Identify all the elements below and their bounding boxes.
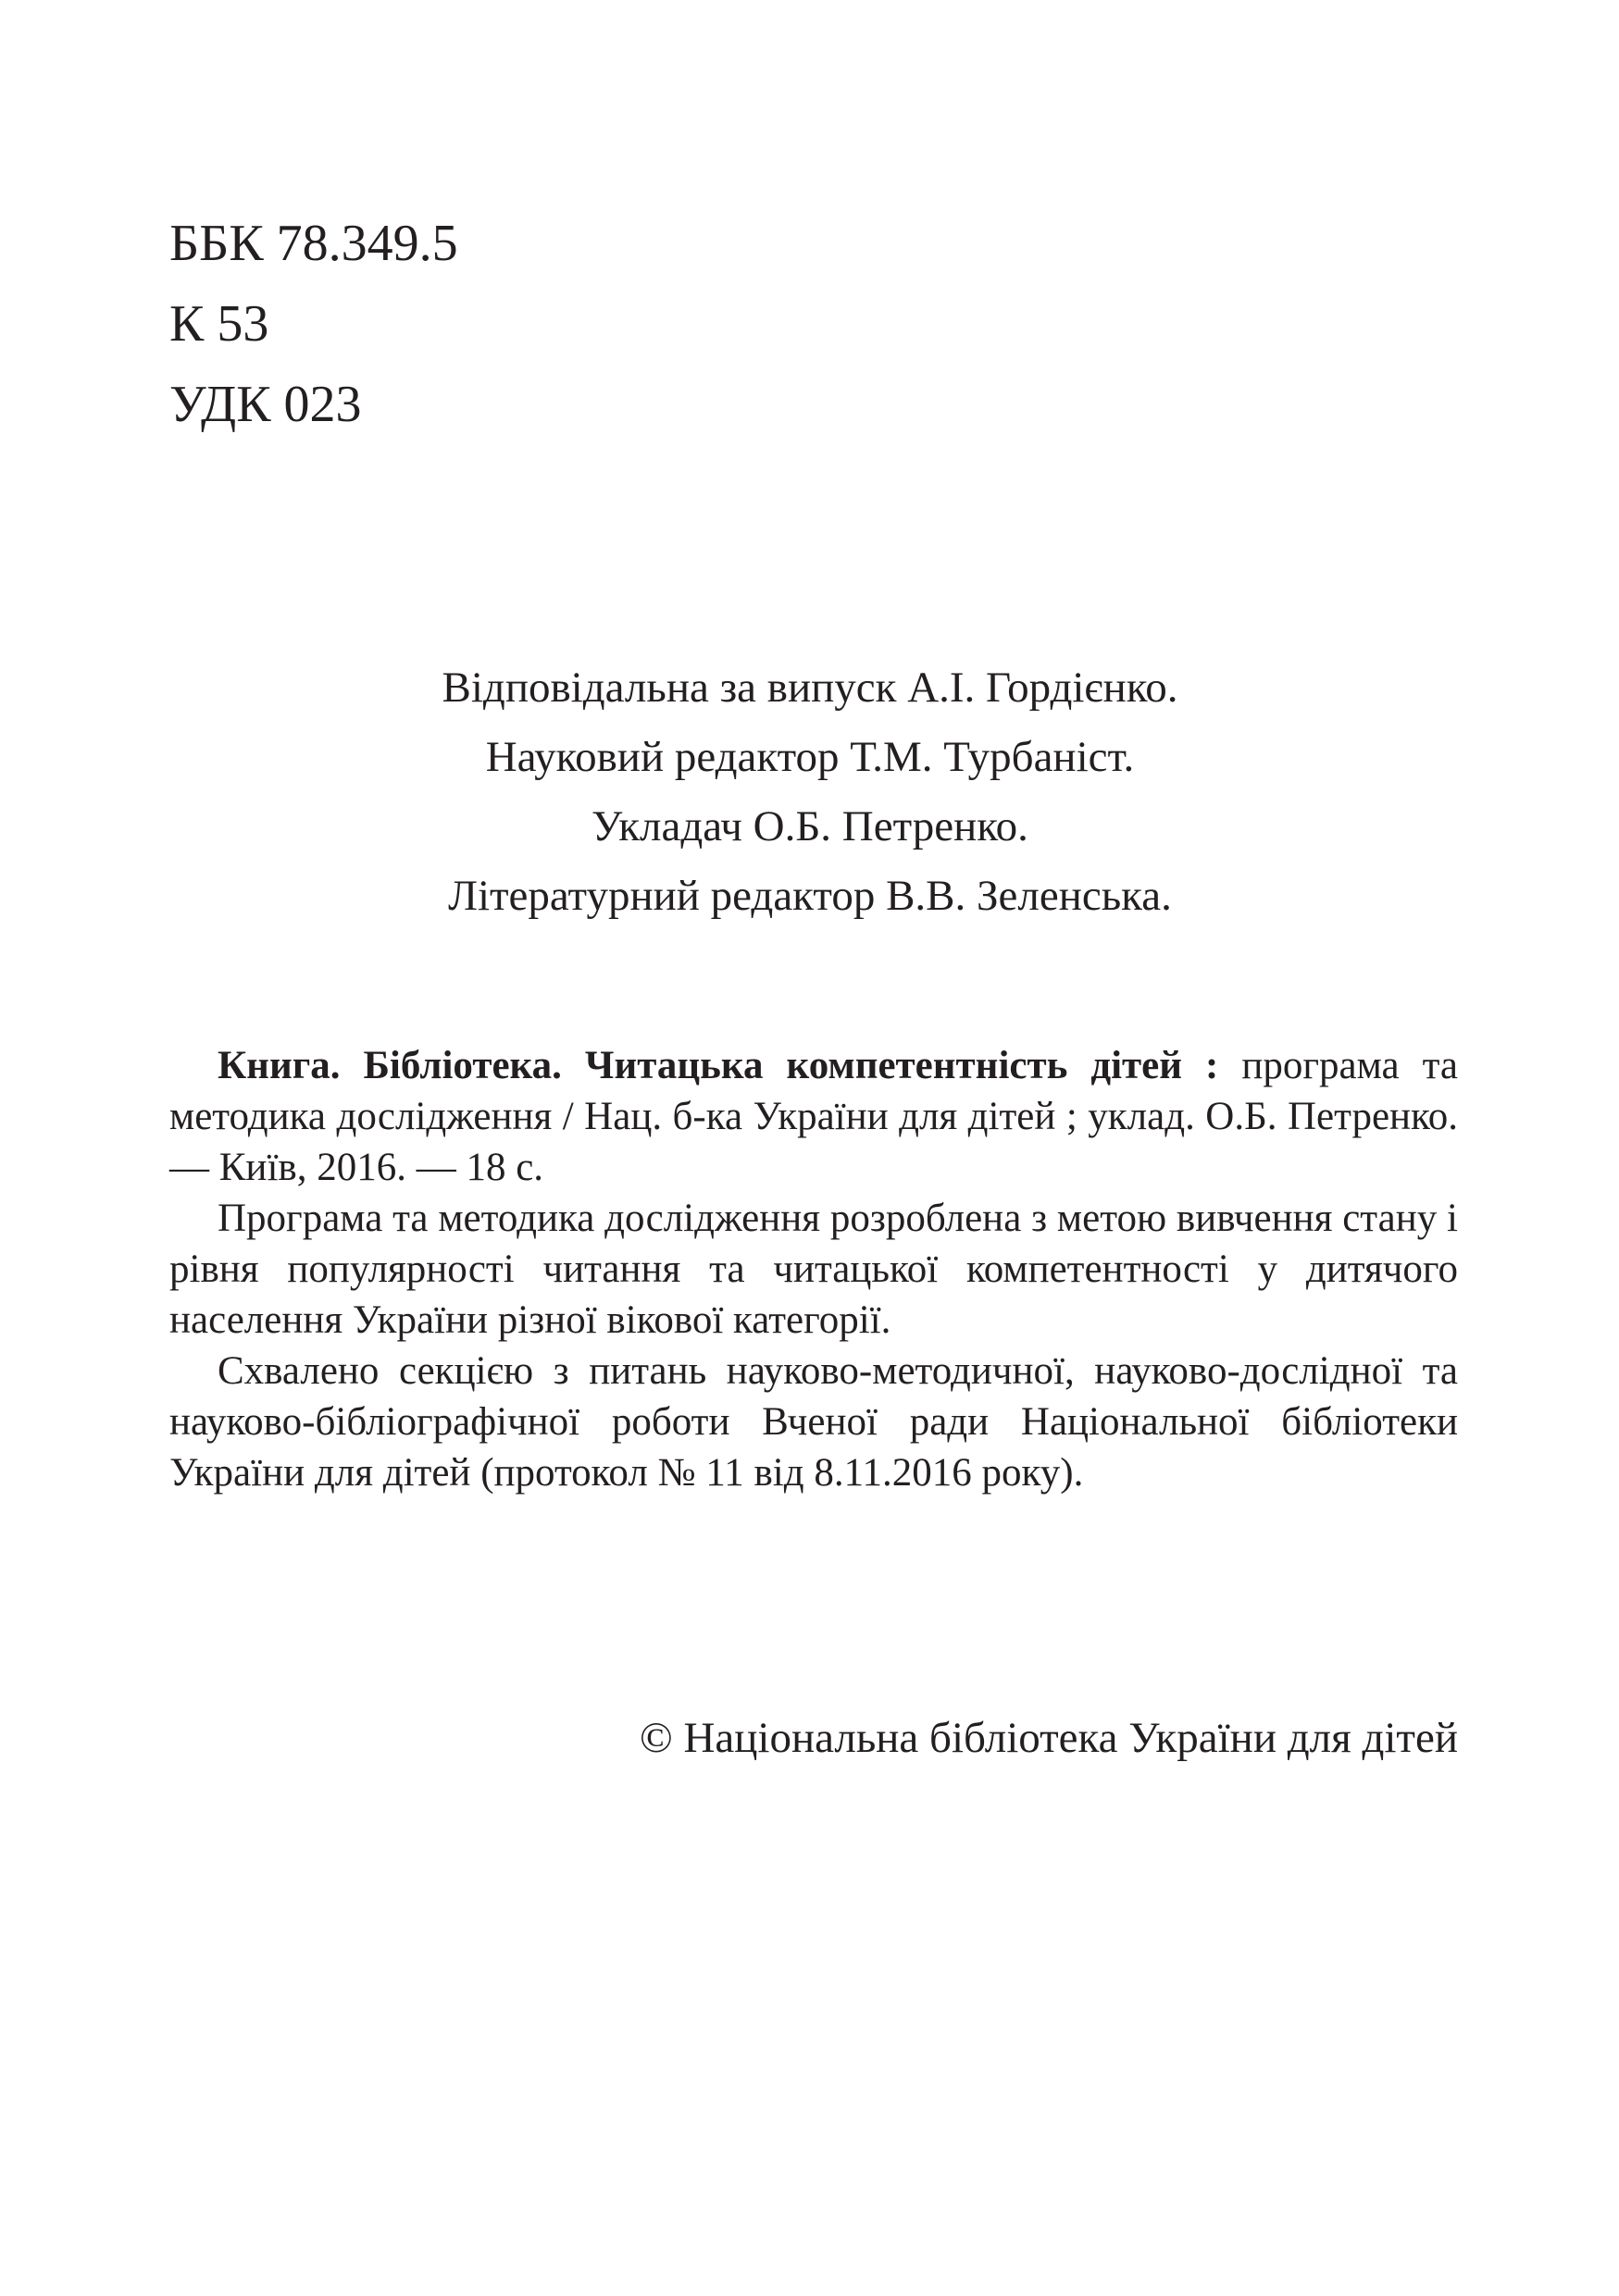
author-mark: К 53 [169,295,269,353]
bbk-code: ББК 78.349.5 [169,215,458,272]
credits-block [278,653,1342,931]
approval-note: Схвалено секцією з питань науково-методичної, науково-дослідної та науково-бібліографічної роботи Вченої ради Національної бібліотеки України для дітей (протокол № 11 від 8.11.2016 року). [169,1349,1458,1495]
udk-code: УДК 023 [169,376,362,433]
credit-scientific-editor: Науковий редактор Т.М. Турбаніст. [485,733,1135,781]
annotation: Програма та методика дослідження розроблена з метою вивчення стану і рівня популярності читання та читацької компетентності у дитячого населення України різної вікової категорії. [169,1197,1458,1342]
credit-responsible: Відповідальна за випуск А.І. Гордієнко. [442,664,1178,712]
entry-description: програма та методика дослідження / Нац. б-ка України для дітей ; уклад. О.Б. Петренко. — Київ, 2016. — 18 с. [169,1044,1458,1189]
credit-compiler: Укладач О.Б. Петренко. [592,802,1028,850]
entry-title: Книга. Бібліотека. Читацька компетентність дітей : [218,1044,1219,1087]
classification-codes [169,204,458,445]
bibliographic-block [169,1040,1458,1498]
credit-literary-editor: Літературний редактор В.В. Зеленська. [448,872,1172,920]
bibliographic-entry [169,1040,1458,1193]
copyright-notice: © Національна бібліотека України для дітей [639,1714,1458,1762]
